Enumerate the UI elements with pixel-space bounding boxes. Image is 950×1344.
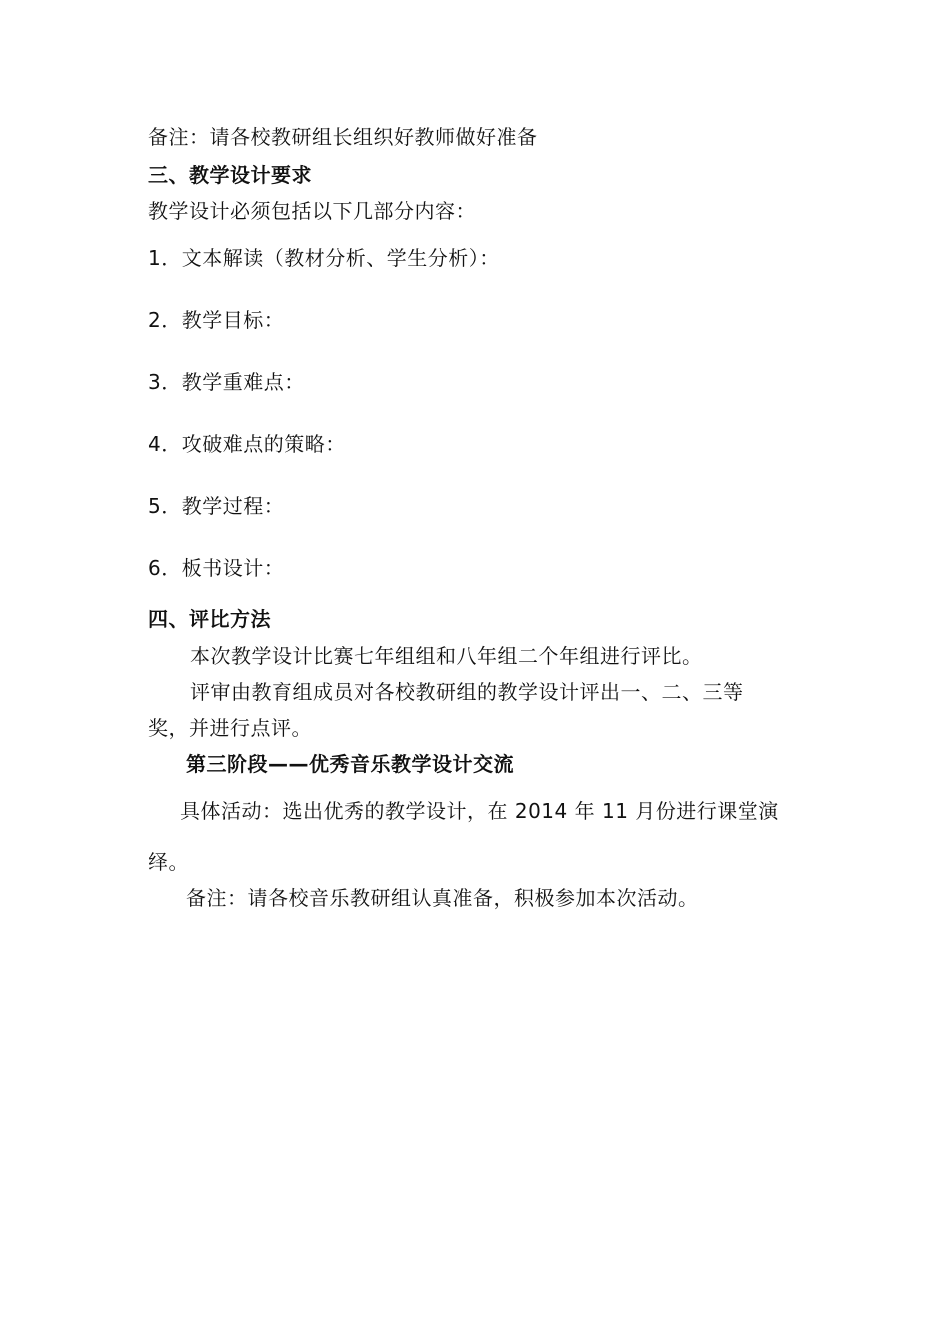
section4-paragraph-2-line-2: 奖，并进行点评。 [148, 716, 312, 740]
stage3-activity-line-2: 绎。 [148, 850, 189, 874]
list-item: 3．教学重难点： [148, 370, 305, 394]
list-item: 2．教学目标： [148, 308, 285, 332]
section4-heading: 四、评比方法 [148, 607, 271, 631]
section4-paragraph-2-line-1: 评审由教育组成员对各校教研组的教学设计评出一、二、三等 [190, 680, 744, 704]
list-item: 5．教学过程： [148, 494, 285, 518]
note-top: 备注：请各校教研组长组织好教师做好准备 [148, 125, 538, 149]
list-item: 1．文本解读（教材分析、学生分析）： [148, 246, 500, 270]
stage3-activity-line-1: 具体活动：选出优秀的教学设计，在 2014 年 11 月份进行课堂演 [180, 799, 779, 823]
stage3-note: 备注：请各校音乐教研组认真准备，积极参加本次活动。 [186, 886, 699, 910]
list-item: 6．板书设计： [148, 556, 285, 580]
list-item: 4．攻破难点的策略： [148, 432, 346, 456]
section3-heading: 三、教学设计要求 [148, 163, 312, 187]
section4-paragraph-1: 本次教学设计比赛七年组组和八年组二个年组进行评比。 [190, 644, 703, 668]
section3-intro: 教学设计必须包括以下几部分内容： [148, 199, 476, 223]
stage3-heading: 第三阶段——优秀音乐教学设计交流 [186, 752, 514, 776]
